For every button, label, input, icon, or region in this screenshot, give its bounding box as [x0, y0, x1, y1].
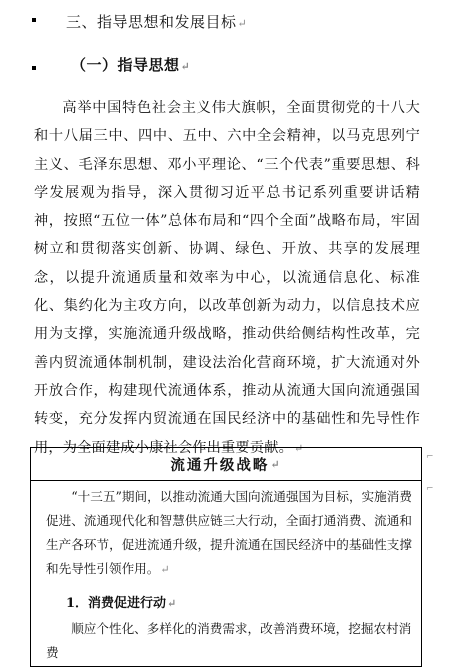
- paragraph-mark-icon: ↵: [270, 457, 282, 471]
- body-paragraph: [34, 94, 420, 463]
- list-bullet: [32, 66, 36, 70]
- paragraph-mark-icon: ↵: [167, 597, 177, 610]
- strategy-item-text: 顺应个性化、多样化的消费需求，改善消费环境，挖掘农村消费: [46, 621, 412, 660]
- strategy-box-title-text: 流通升级战略: [170, 456, 270, 474]
- subsection-heading-text: （一）指导思想: [71, 56, 180, 74]
- strategy-item-heading: [31, 582, 421, 611]
- table-corner-mark: ⌐: [426, 452, 434, 462]
- table-corner-mark: ⌐: [426, 484, 434, 494]
- body-paragraph-text: 高举中国特色社会主义伟大旗帜，全面贯彻党的十八大和十八届三中、四中、五中、六中全会精神，以马克思列宁主义、毛泽东思想、邓小平理论、“三个代表”重要思想、科学发展观为指导，深入贯彻习近平总书记系列重要讲话精神，按照“五位一体”总体布局和“四个全面”战略布局，牢固树立和贯彻落实创新、协调、绿色、开放、共享的发展理念，以提升流通质量和效率为中心，以流通信息化、标准化、集约化为主攻方向，以改革创新为动力，以信息技术应用为支撑，实施流通升级战略，推动供给侧结构性改革，完善内贸流通体制机制，建设法治化营商环境，扩大流通对外开放合作，构建现代流通体系，推动从流通大国向流通强国转变，充分发挥内贸流通在国民经济中的基础性和先导性作用，为全面建成小康社会作出重要贡献。: [34, 100, 420, 456]
- strategy-item-heading-text: 1．消费促进行动: [66, 596, 167, 611]
- paragraph-mark-icon: ↵: [160, 563, 170, 576]
- list-bullet: [32, 18, 36, 22]
- paragraph-mark-icon: ↵: [293, 441, 304, 455]
- section-heading: [66, 11, 247, 32]
- strategy-box: [30, 447, 422, 667]
- paragraph-mark-icon: ↵: [180, 60, 191, 73]
- section-heading-text: 三、指导思想和发展目标: [66, 13, 237, 31]
- subsection-heading: [71, 54, 190, 75]
- strategy-box-title: [31, 448, 421, 481]
- paragraph-mark-icon: ↵: [237, 17, 248, 30]
- strategy-box-intro: [31, 481, 421, 582]
- strategy-box-intro-text: “十三五”期间，以推动流通大国向流通强国为目标，实施消费促进、流通现代化和智慧供应链三大行动，全面打通消费、流通和生产各环节，促进流通升级，提升流通在国民经济中的基础性支撑和先导性引领作用。: [46, 489, 412, 576]
